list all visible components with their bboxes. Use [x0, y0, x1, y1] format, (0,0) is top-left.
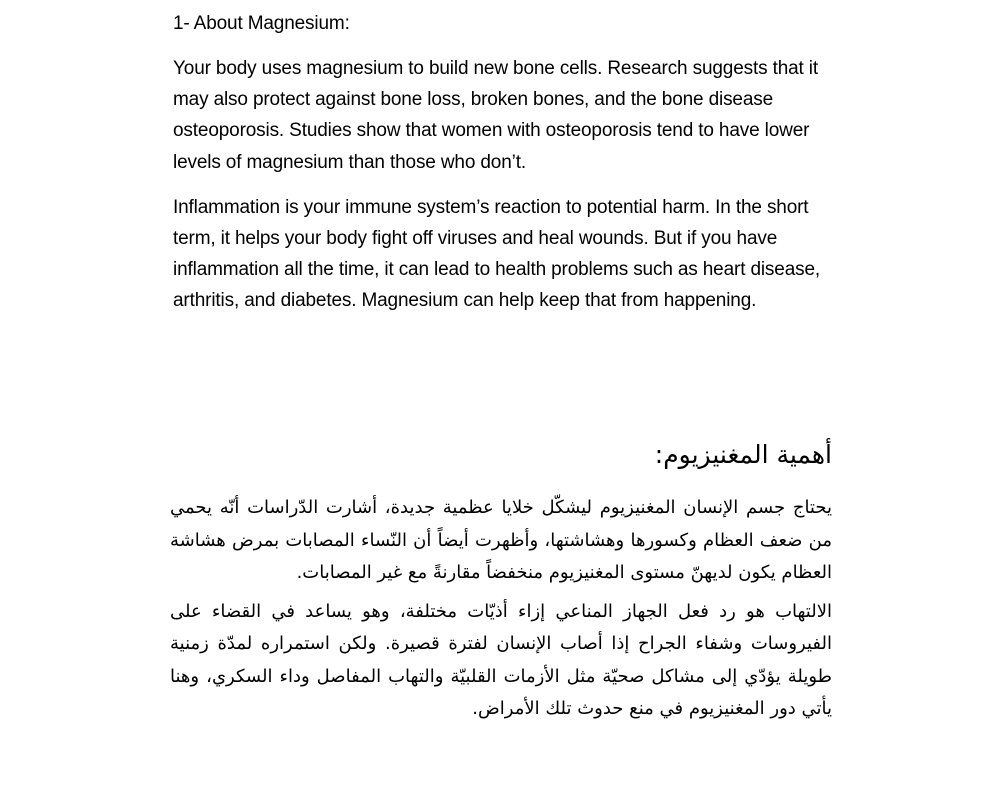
english-paragraph-inflammation: Inflammation is your immune system’s reaction to potential harm. In the short term, it helps your body fight off viruses and heal wounds. But if you have inflammation all the time, it can lead to health problems such as heart disease, arthritis, and diabetes. Magnesium can help keep that from happening. [173, 196, 821, 312]
english-heading: 1- About Magnesium: [173, 13, 350, 34]
arabic-paragraph-inflammation: الالتهاب هو رد فعل الجهاز المناعي إزاء أذيّات مختلفة، وهو يساعد في القضاء على الفيروسات وشفاء الجراح إذا أصاب الإنسان لفترة قصيرة. ولكن استمراره لمدّة زمنية طويلة يؤدّي إلى مشاكل صحيّة مثل الأزمات القلبيّة والتهاب المفاصل وداء السكري، وهنا يأتي دور المغنيزيوم في منع حدوث تلك الأمراض. [170, 600, 832, 719]
arabic-section [170, 432, 832, 732]
arabic-paragraph-bone-health: يحتاج جسم الإنسان المغنيزيوم ليشكّل خلايا عظمية جديدة، أشارت الدّراسات أنّه يحمي من ضعف العظام وكسورها وهشاشتها، وأظهرت أيضاً أن النّساء المصابات بمرض هشاشة العظام يكون لديهنّ مستوى المغنيزيوم منخفضاً مقارنةً مع غير المصابات. [170, 497, 832, 583]
arabic-heading: أهمية المغنيزيوم: [654, 440, 832, 469]
watermark-logo: خمسات [440, 765, 527, 795]
english-section [173, 8, 843, 331]
english-paragraph-bone-health: Your body uses magnesium to build new bone cells. Research suggests that it may also protect against bone loss, broken bones, and the bone disease osteoporosis. Studies show that women with osteoporosis tend to have lower levels of magnesium than those who don’t. [173, 58, 818, 173]
